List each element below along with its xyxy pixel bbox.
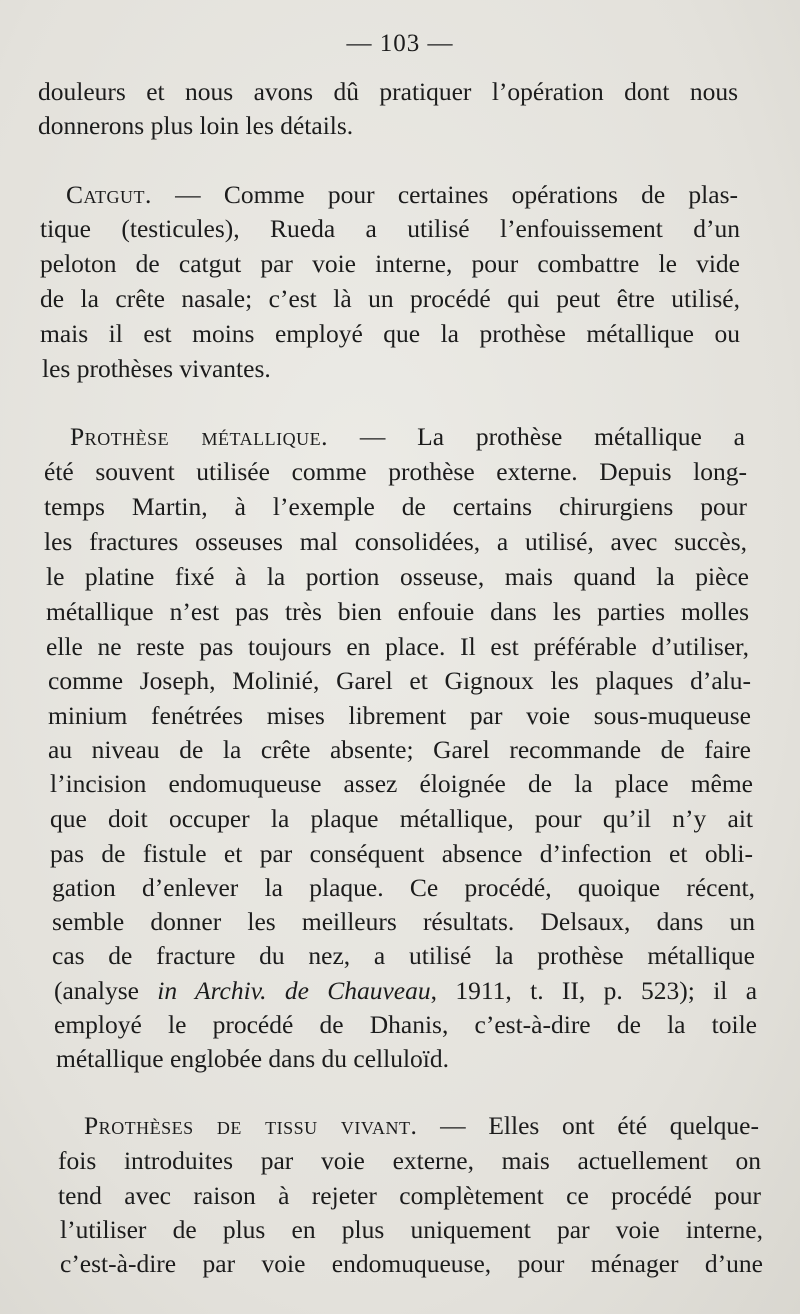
text-line: gation d’enlever la plaque. Ce procédé, quoique récent, bbox=[52, 873, 755, 902]
text-line: temps Martin, à l’exemple de certains chirurgiens pour bbox=[44, 492, 747, 521]
text-line: métallique englobée dans du celluloïd. bbox=[56, 1044, 450, 1073]
text-line: douleurs et nous avons dû pratiquer l’opération dont nous bbox=[38, 77, 738, 106]
text-line: l’incision endomuqueuse assez éloignée de la place même bbox=[50, 769, 753, 798]
section-heading: Catgut. bbox=[66, 180, 152, 209]
text-line: Prothèse métallique. — La prothèse métallique a bbox=[70, 422, 745, 451]
text-line: de la crête nasale; c’est là un procédé qui peut être utilisé, bbox=[40, 284, 740, 313]
text-line: pas de fistule et par conséquent absence d’infection et obli- bbox=[50, 839, 753, 868]
text-line: donnerons plus loin les détails. bbox=[38, 111, 354, 140]
text-line: au niveau de la crête absente; Garel recommande de faire bbox=[48, 735, 751, 764]
text-line: métallique n’est pas très bien enfouie dans les parties molles bbox=[46, 597, 749, 626]
text-line: peloton de catgut par voie interne, pour combattre le vide bbox=[40, 249, 740, 278]
text-line: le platine fixé à la portion osseuse, mais quand la pièce bbox=[46, 562, 749, 591]
text-line: cas de fracture du nez, a utilisé la prothèse métallique bbox=[52, 941, 755, 970]
page-number: — 103 — bbox=[346, 30, 454, 57]
text-line: minium fenétrées mises librement par voie sous-muqueuse bbox=[48, 701, 751, 730]
text-line: Catgut. — Comme pour certaines opérations de plas- bbox=[66, 180, 738, 209]
text-line: semble donner les meilleurs résultats. Delsaux, dans un bbox=[52, 907, 755, 936]
text-line: employé le procédé de Dhanis, c’est-à-dire de la toile bbox=[54, 1010, 757, 1039]
section-heading: Prothèses de tissu vivant. bbox=[84, 1111, 418, 1140]
text-line: les prothèses vivantes. bbox=[42, 354, 271, 383]
text-line: tend avec raison à rejeter complètement ce procédé pour bbox=[58, 1181, 761, 1210]
text-line: tique (testicules), Rueda a utilisé l’enfouissement d’un bbox=[40, 214, 740, 243]
text-line: été souvent utilisée comme prothèse externe. Depuis long- bbox=[44, 457, 747, 486]
section-heading: Prothèse métallique. bbox=[70, 422, 328, 451]
text-line: mais il est moins employé que la prothèse métallique ou bbox=[40, 319, 740, 348]
text-line: Prothèses de tissu vivant. — Elles ont été quelque- bbox=[84, 1111, 759, 1140]
text-line: l’utiliser de plus en plus uniquement par voie interne, bbox=[60, 1215, 763, 1244]
journal-title: in Archiv. de Chauveau bbox=[157, 976, 431, 1005]
text-line: fois introduites par voie externe, mais actuellement on bbox=[58, 1146, 761, 1175]
text-line: les fractures osseuses mal consolidées, a utilisé, avec succès, bbox=[44, 527, 747, 556]
text-line: (analyse in Archiv. de Chauveau, 1911, t. II, p. 523); il a bbox=[54, 976, 758, 1005]
text-line: comme Joseph, Molinié, Garel et Gignoux les plaques d’alu- bbox=[48, 666, 751, 695]
text-line: que doit occuper la plaque métallique, pour qu’il n’y ait bbox=[50, 804, 753, 833]
text-line: c’est-à-dire par voie endomuqueuse, pour ménager d’une bbox=[60, 1249, 763, 1278]
text-line: elle ne reste pas toujours en place. Il est préférable d’utiliser, bbox=[46, 632, 749, 661]
